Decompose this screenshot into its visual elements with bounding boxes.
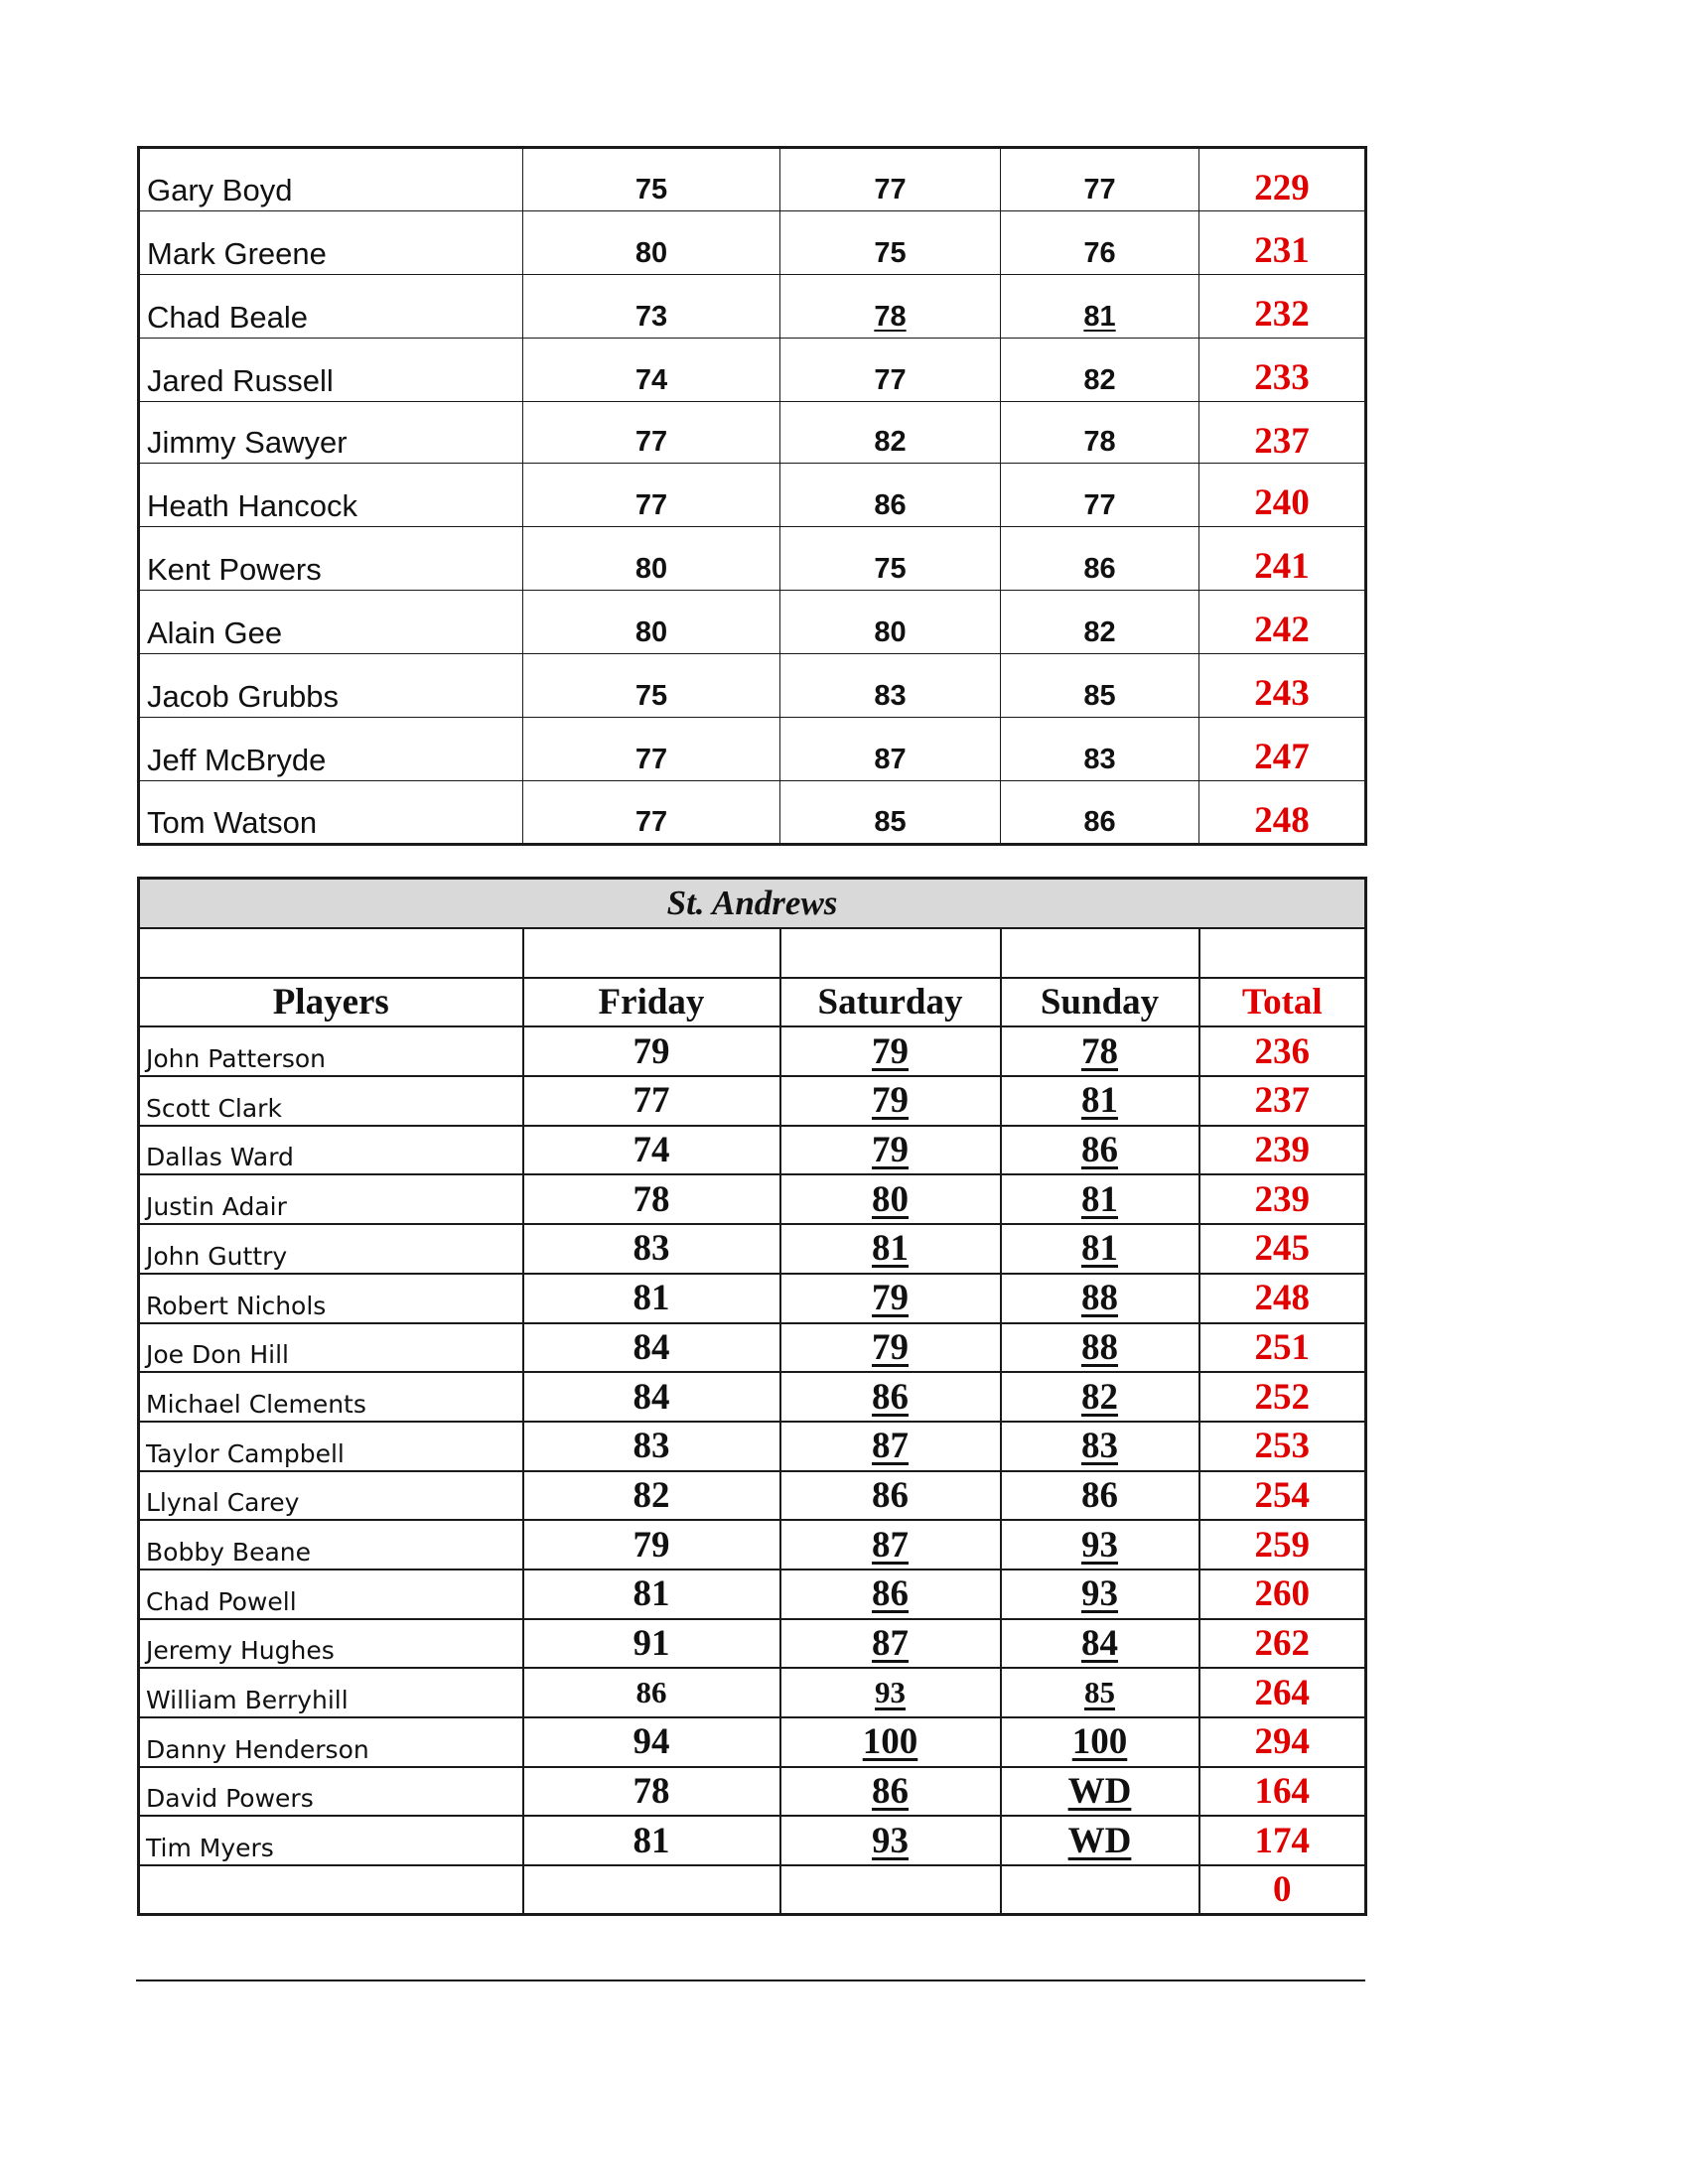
- table-row: [139, 1520, 1366, 1570]
- sunday-score-value: 88: [1081, 1278, 1118, 1319]
- saturday-score-value: 100: [862, 1721, 918, 1763]
- sunday-score-value: 81: [1081, 1178, 1118, 1220]
- saturday-score-value: 79: [872, 1080, 909, 1122]
- player-name: Jeremy Hughes: [139, 1619, 523, 1669]
- player-name: Alain Gee: [139, 591, 523, 654]
- player-name: Jeff McBryde: [139, 718, 523, 781]
- total-score: 233: [1199, 339, 1366, 402]
- saturday-score: 80: [780, 591, 1001, 654]
- header-row: [139, 978, 1366, 1027]
- total-score: 242: [1199, 591, 1366, 654]
- player-name: Jared Russell: [139, 339, 523, 402]
- sunday-score: [1001, 1422, 1199, 1471]
- sunday-score: 77: [1001, 148, 1199, 211]
- player-name: Chad Beale: [139, 275, 523, 339]
- friday-score: 84: [523, 1372, 780, 1422]
- total-score: 239: [1199, 1174, 1366, 1224]
- player-name: Scott Clark: [139, 1076, 523, 1126]
- st-andrews-body: [139, 879, 1366, 1915]
- total-score: 229: [1199, 148, 1366, 211]
- spacer-cell: [780, 928, 1001, 978]
- sunday-score-value: 93: [1081, 1573, 1118, 1615]
- total-score: 239: [1199, 1126, 1366, 1175]
- sunday-score-value: 85: [1084, 1675, 1115, 1710]
- saturday-score: 86: [780, 1471, 1001, 1521]
- sunday-score: [1001, 1668, 1199, 1717]
- table-row: [139, 339, 1366, 402]
- saturday-score: [780, 1076, 1001, 1126]
- saturday-score: [780, 275, 1001, 339]
- saturday-score: 87: [780, 718, 1001, 781]
- total-score: 253: [1199, 1422, 1366, 1471]
- table-row: [139, 1372, 1366, 1422]
- saturday-score: [780, 1126, 1001, 1175]
- friday-score: 94: [523, 1717, 780, 1767]
- sunday-score-value: 86: [1081, 1130, 1118, 1171]
- table-row: [139, 591, 1366, 654]
- total-score: 164: [1199, 1767, 1366, 1817]
- friday-score: 74: [523, 339, 780, 402]
- saturday-score: [780, 1422, 1001, 1471]
- sunday-score: [1001, 1619, 1199, 1669]
- sunday-score: [1001, 275, 1199, 339]
- player-name: Danny Henderson: [139, 1717, 523, 1767]
- friday-score: 75: [523, 654, 780, 718]
- table-row: [139, 1026, 1366, 1076]
- friday-score: 78: [523, 1174, 780, 1224]
- saturday-score-value: 93: [875, 1675, 906, 1710]
- saturday-score: [780, 1520, 1001, 1570]
- total-score: 264: [1199, 1668, 1366, 1717]
- player-name: John Patterson: [139, 1026, 523, 1076]
- friday-score: 80: [523, 591, 780, 654]
- total-score: 174: [1199, 1816, 1366, 1865]
- sunday-score: 86: [1001, 1471, 1199, 1521]
- saturday-score: [780, 1570, 1001, 1619]
- friday-score: 82: [523, 1471, 780, 1521]
- sunday-score: 77: [1001, 464, 1199, 527]
- table-row: [139, 1274, 1366, 1323]
- sunday-score: 83: [1001, 718, 1199, 781]
- table-row: [139, 1717, 1366, 1767]
- saturday-score: [780, 1372, 1001, 1422]
- saturday-score: 75: [780, 527, 1001, 591]
- saturday-score: [780, 1816, 1001, 1865]
- saturday-score-value: 86: [872, 1771, 909, 1813]
- total-score: 248: [1199, 781, 1366, 845]
- table-title: St. Andrews: [139, 879, 1366, 929]
- total-score: 245: [1199, 1224, 1366, 1274]
- sunday-score: 82: [1001, 591, 1199, 654]
- player-name: Tim Myers: [139, 1816, 523, 1865]
- sunday-score-value: 84: [1081, 1622, 1118, 1664]
- friday-score: 86: [523, 1668, 780, 1717]
- sunday-score-value: 81: [1083, 301, 1116, 333]
- saturday-score: 77: [780, 339, 1001, 402]
- sunday-score-value: 88: [1081, 1326, 1118, 1368]
- total-score: 248: [1199, 1274, 1366, 1323]
- table-row: [139, 1323, 1366, 1373]
- sunday-score-value: WD: [1067, 1771, 1132, 1813]
- spacer-cell: [139, 928, 523, 978]
- saturday-score-value: 79: [872, 1030, 909, 1072]
- friday-score: 80: [523, 211, 780, 275]
- total-score: 236: [1199, 1026, 1366, 1076]
- top-scores-body: [139, 148, 1366, 845]
- sunday-score-value: 81: [1081, 1080, 1118, 1122]
- table-row: [139, 1570, 1366, 1619]
- total-score: 247: [1199, 718, 1366, 781]
- spacer-cell: [1001, 928, 1199, 978]
- sunday-score: [1001, 1174, 1199, 1224]
- sunday-score: 86: [1001, 527, 1199, 591]
- friday-score: 83: [523, 1422, 780, 1471]
- sunday-score: 78: [1001, 402, 1199, 464]
- sunday-score-value: WD: [1067, 1820, 1132, 1861]
- sunday-score-value: 81: [1081, 1228, 1118, 1270]
- player-name: Mark Greene: [139, 211, 523, 275]
- sunday-score: [1001, 1816, 1199, 1865]
- sunday-score-value: 100: [1071, 1721, 1128, 1763]
- saturday-score-value: 79: [872, 1326, 909, 1368]
- saturday-score: [780, 1224, 1001, 1274]
- sunday-score: [1001, 1126, 1199, 1175]
- st-andrews-table: [137, 877, 1367, 1916]
- total-score: 251: [1199, 1323, 1366, 1373]
- spacer-cell: [1199, 928, 1366, 978]
- header-saturday: Saturday: [780, 978, 1001, 1027]
- friday-score: 77: [523, 464, 780, 527]
- saturday-score: 75: [780, 211, 1001, 275]
- player-name: Heath Hancock: [139, 464, 523, 527]
- friday-score: 75: [523, 148, 780, 211]
- saturday-score: [780, 1668, 1001, 1717]
- saturday-score: [780, 1767, 1001, 1817]
- total-score: 240: [1199, 464, 1366, 527]
- sunday-score: 76: [1001, 211, 1199, 275]
- table-row: [139, 781, 1366, 845]
- saturday-score: 77: [780, 148, 1001, 211]
- friday-score: 83: [523, 1224, 780, 1274]
- player-name: Robert Nichols: [139, 1274, 523, 1323]
- table-row: [139, 1224, 1366, 1274]
- table-row: [139, 1619, 1366, 1669]
- player-name: William Berryhill: [139, 1668, 523, 1717]
- player-name: Kent Powers: [139, 527, 523, 591]
- header-sunday: Sunday: [1001, 978, 1199, 1027]
- sunday-score: [1001, 1520, 1199, 1570]
- saturday-score-value: 86: [872, 1573, 909, 1615]
- player-name: Justin Adair: [139, 1174, 523, 1224]
- friday-score: 77: [523, 402, 780, 464]
- table-row: [139, 1174, 1366, 1224]
- header-friday: Friday: [523, 978, 780, 1027]
- player-name: Michael Clements: [139, 1372, 523, 1422]
- saturday-score: [780, 1174, 1001, 1224]
- total-score: 262: [1199, 1619, 1366, 1669]
- saturday-score: [780, 1619, 1001, 1669]
- saturday-score-value: 87: [872, 1524, 909, 1566]
- saturday-score: 82: [780, 402, 1001, 464]
- sunday-score: [1001, 1076, 1199, 1126]
- table-row: [139, 464, 1366, 527]
- sunday-score: [1001, 1274, 1199, 1323]
- friday-score: 74: [523, 1126, 780, 1175]
- saturday-score: [780, 1865, 1001, 1915]
- total-score: 0: [1199, 1865, 1366, 1915]
- table-row: [139, 1816, 1366, 1865]
- total-score: 252: [1199, 1372, 1366, 1422]
- sunday-score: [1001, 1372, 1199, 1422]
- friday-score: 80: [523, 527, 780, 591]
- saturday-score: [780, 1717, 1001, 1767]
- bottom-divider: [136, 1979, 1365, 1981]
- table-row: [139, 1126, 1366, 1175]
- player-name: John Guttry: [139, 1224, 523, 1274]
- table-row: [139, 1865, 1366, 1915]
- table-row: [139, 148, 1366, 211]
- friday-score: [523, 1865, 780, 1915]
- player-name: Joe Don Hill: [139, 1323, 523, 1373]
- saturday-score-value: 78: [874, 301, 907, 333]
- sunday-score: [1001, 1767, 1199, 1817]
- table-row: [139, 211, 1366, 275]
- friday-score: 79: [523, 1520, 780, 1570]
- sunday-score: [1001, 1323, 1199, 1373]
- friday-score: 81: [523, 1570, 780, 1619]
- friday-score: 77: [523, 1076, 780, 1126]
- total-score: 259: [1199, 1520, 1366, 1570]
- saturday-score-value: 87: [872, 1622, 909, 1664]
- total-score: 243: [1199, 654, 1366, 718]
- saturday-score: 85: [780, 781, 1001, 845]
- sunday-score-value: 78: [1081, 1030, 1118, 1072]
- table-row: [139, 1422, 1366, 1471]
- table-row: [139, 1471, 1366, 1521]
- sunday-score-value: 82: [1081, 1376, 1118, 1418]
- saturday-score-value: 80: [872, 1178, 909, 1220]
- sunday-score: [1001, 1865, 1199, 1915]
- friday-score: 77: [523, 781, 780, 845]
- player-name: Dallas Ward: [139, 1126, 523, 1175]
- saturday-score-value: 79: [872, 1130, 909, 1171]
- total-score: 294: [1199, 1717, 1366, 1767]
- saturday-score-value: 79: [872, 1278, 909, 1319]
- sunday-score: [1001, 1570, 1199, 1619]
- header-players: Players: [139, 978, 523, 1027]
- player-name: Jacob Grubbs: [139, 654, 523, 718]
- friday-score: 84: [523, 1323, 780, 1373]
- sunday-score-value: 93: [1081, 1524, 1118, 1566]
- saturday-score-value: 81: [872, 1228, 909, 1270]
- table-row: [139, 718, 1366, 781]
- total-score: 241: [1199, 527, 1366, 591]
- player-name: David Powers: [139, 1767, 523, 1817]
- sunday-score: 85: [1001, 654, 1199, 718]
- spacer-cell: [523, 928, 780, 978]
- sunday-score: 86: [1001, 781, 1199, 845]
- saturday-score-value: 87: [872, 1426, 909, 1467]
- table-row: [139, 402, 1366, 464]
- player-name: Jimmy Sawyer: [139, 402, 523, 464]
- friday-score: 78: [523, 1767, 780, 1817]
- table-row: [139, 275, 1366, 339]
- total-score: 232: [1199, 275, 1366, 339]
- table-row: [139, 527, 1366, 591]
- spacer-row: [139, 928, 1366, 978]
- friday-score: 91: [523, 1619, 780, 1669]
- saturday-score: [780, 1274, 1001, 1323]
- table-row: [139, 1668, 1366, 1717]
- header-total: Total: [1199, 978, 1366, 1027]
- table-row: [139, 654, 1366, 718]
- player-name: Bobby Beane: [139, 1520, 523, 1570]
- player-name: Taylor Campbell: [139, 1422, 523, 1471]
- top-scores-table: [137, 146, 1367, 846]
- total-score: 237: [1199, 402, 1366, 464]
- player-name: [139, 1865, 523, 1915]
- friday-score: 73: [523, 275, 780, 339]
- saturday-score: [780, 1026, 1001, 1076]
- saturday-score-value: 86: [872, 1376, 909, 1418]
- player-name: Llynal Carey: [139, 1471, 523, 1521]
- saturday-score: 83: [780, 654, 1001, 718]
- player-name: Chad Powell: [139, 1570, 523, 1619]
- friday-score: 81: [523, 1274, 780, 1323]
- table-row: [139, 1076, 1366, 1126]
- sunday-score: [1001, 1026, 1199, 1076]
- friday-score: 81: [523, 1816, 780, 1865]
- sunday-score: [1001, 1717, 1199, 1767]
- total-score: 254: [1199, 1471, 1366, 1521]
- sunday-score: [1001, 1224, 1199, 1274]
- friday-score: 77: [523, 718, 780, 781]
- player-name: Gary Boyd: [139, 148, 523, 211]
- friday-score: 79: [523, 1026, 780, 1076]
- table-row: [139, 1767, 1366, 1817]
- total-score: 237: [1199, 1076, 1366, 1126]
- sunday-score-value: 83: [1081, 1426, 1118, 1467]
- total-score: 231: [1199, 211, 1366, 275]
- total-score: 260: [1199, 1570, 1366, 1619]
- player-name: Tom Watson: [139, 781, 523, 845]
- sunday-score: 82: [1001, 339, 1199, 402]
- saturday-score-value: 93: [872, 1820, 909, 1861]
- saturday-score: [780, 1323, 1001, 1373]
- saturday-score: 86: [780, 464, 1001, 527]
